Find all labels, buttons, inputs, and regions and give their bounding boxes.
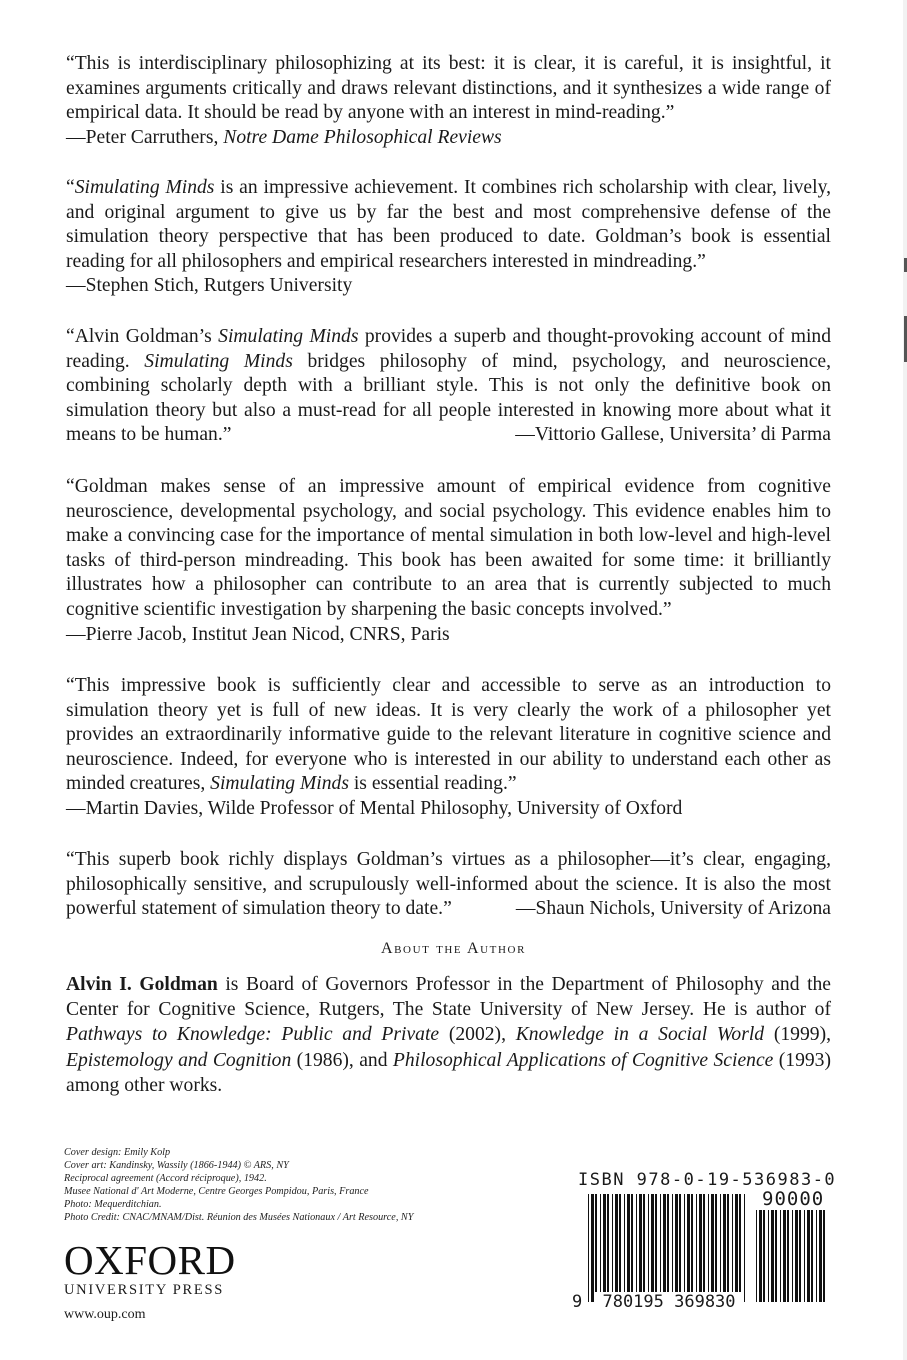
barcode-bar	[687, 1194, 690, 1302]
barcode-bar	[636, 1194, 637, 1302]
barcode-bar	[823, 1210, 825, 1302]
barcode-bar	[675, 1194, 678, 1302]
barcode-bar	[720, 1194, 721, 1302]
publisher-wordmark: OXFORD	[64, 1237, 236, 1283]
credit-line: Photo Credit: CNAC/MNAM/Dist. Réunion des Musées Nationaux / Art Resource, NY	[64, 1212, 414, 1224]
barcode-bar	[811, 1210, 813, 1302]
barcode-bar	[763, 1210, 765, 1302]
barcode-bar	[727, 1194, 729, 1302]
barcode-bar	[624, 1194, 625, 1302]
barcode-bar	[816, 1210, 817, 1302]
barcode-bar	[603, 1194, 606, 1302]
blurb-stich	[66, 176, 831, 299]
blurb-attribution: —Martin Davies, Wilde Professor of Mental Philosophy, University of Oxford	[66, 797, 683, 819]
price-addon: 90000	[762, 1188, 825, 1210]
barcode-bar	[756, 1210, 757, 1302]
barcode-bar	[783, 1210, 786, 1302]
cover-credits	[64, 1146, 534, 1225]
publisher-url: www.oup.com	[64, 1307, 146, 1322]
barcode-bar	[795, 1210, 798, 1302]
barcode-bar	[711, 1194, 714, 1302]
ean-bars	[588, 1194, 746, 1302]
about-text: Alvin I. Goldman is Board of Governors Professor in the Department of Philosophy and the Center for Cognitive Science, Rutgers, The State University of New Jersey. He is author of Pathways to Knowledge: Public and Private (2002), Knowledge in a Social World (1999), Epistemology and Cognition (1986), and Philosophical Applications of Cognitive Science (1993) among other works.	[66, 974, 832, 1096]
barcode-bar	[691, 1194, 693, 1302]
barcode-bar	[739, 1194, 741, 1302]
barcode-bar	[699, 1194, 702, 1302]
barcode-bar	[775, 1210, 777, 1302]
barcode-bar	[639, 1194, 642, 1302]
blurb-attribution: —Pierre Jacob, Institut Jean Nicod, CNRS, Paris	[66, 623, 450, 645]
barcode-bar	[684, 1194, 685, 1302]
barcode-bar	[619, 1194, 621, 1302]
barcode-bar	[643, 1194, 645, 1302]
publisher-press: UNIVERSITY PRESS	[64, 1282, 225, 1298]
credit-line: Reciprocal agreement (Accord réciproque), 1942.	[64, 1173, 267, 1185]
barcode-bar	[787, 1210, 789, 1302]
barcode-bar	[591, 1194, 594, 1302]
barcode-bar	[663, 1194, 666, 1302]
credit-line: Musee National d' Art Moderne, Centre Georges Pompidou, Paris, France	[64, 1186, 369, 1198]
ean-digits: 780195 369830	[594, 1292, 744, 1312]
credit-line: Cover art: Kandinsky, Wassily (1866-1944) © ARS, NY	[64, 1160, 289, 1172]
blurb-text: “Simulating Minds is an impressive achievement. It combines rich scholarship with clear, lively, and original argument to give us by far the best and most comprehensive defense of the simulation theory perspective that has been produced to date. Goldman’s book is essential reading for all philosophers and empirical researchers interested in mindreading.”	[66, 177, 831, 272]
blurb-carruthers	[66, 52, 831, 150]
addon-bars	[756, 1210, 826, 1302]
blurb-text: “Alvin Goldman’s Simulating Minds provides a superb and thought-provoking account of mind reading. Simulating Minds bridges philosophy of mind, psychology, and neuroscience, combining scholarly depth with a brilliant style. This is not only the definitive book on simulation theory but also a must-read for all people interested in knowing more about what it means to be human.” —Vittorio Gallese, Universita’ di Parma	[66, 325, 831, 448]
barcode-bar	[715, 1194, 717, 1302]
blurb-text: “Goldman makes sense of an impressive amount of empirical evidence from cognitive neuroscience, developmental psychology, and social psychology. This evidence enables him to make a convincing case for the importance of mental simulation in both low-level and high-level tasks of third-person mindreading. This book has been awaited for some time: it brilliantly illustrates how a philosopher can contribute to an area that is currently subjected to much cognitive scientific investigation by sharpening the basic concepts involved.”	[66, 476, 831, 620]
barcode-bar	[615, 1194, 618, 1302]
barcode-bar	[780, 1210, 781, 1302]
page-edge	[903, 0, 907, 1360]
blurb-attribution: —Peter Carruthers, Notre Dame Philosophical Reviews	[66, 126, 502, 148]
credit-line: Cover design: Emily Kolp	[64, 1147, 171, 1158]
barcode-bar	[759, 1210, 762, 1302]
barcode-bar	[679, 1194, 681, 1302]
barcode-bar	[696, 1194, 697, 1302]
barcode-bar	[612, 1194, 613, 1302]
barcode-bar	[703, 1194, 705, 1302]
barcode-bar	[735, 1194, 738, 1302]
blurb-text: “This is interdisciplinary philosophizing at its best: it is clear, it is careful, it is insightful, it examines arguments critically and draws relevant distinctions, and it synthesizes a wide range of empirical data. It should be read by anyone with an interest in mind-reading.”	[66, 53, 831, 124]
barcode-bar	[655, 1194, 657, 1302]
barcode-bar	[595, 1194, 597, 1302]
blurb-text: “This impressive book is sufficiently clear and accessible to serve as an introduction to simulation theory yet is full of new ideas. It is very clearly the work of a philosopher yet provides an extraordinarily informative guide to the relevant literature in cognitive science and neuroscience. Indeed, for everyone who is interested in our ability to understand each other as minded creatures, Simulating Minds is essential reading.”	[66, 675, 831, 795]
blurb-attribution: —Vittorio Gallese, Universita’ di Parma	[515, 424, 831, 446]
barcode-bar	[660, 1194, 661, 1302]
blurb-nichols	[66, 848, 831, 922]
barcode-bar	[799, 1210, 801, 1302]
about-heading: About the Author	[380, 940, 527, 957]
barcode-bar	[807, 1210, 810, 1302]
barcode-bar	[588, 1194, 589, 1302]
about-author	[66, 972, 831, 1098]
barcode-bar	[627, 1194, 630, 1302]
blurb-davies	[66, 674, 831, 822]
barcode-bar	[600, 1194, 601, 1302]
blurb-gallese	[66, 325, 831, 448]
barcode-bar	[708, 1194, 709, 1302]
barcode-bar	[771, 1210, 774, 1302]
barcode-bar	[667, 1194, 669, 1302]
credit-line: Photo: Mequerditchian.	[64, 1199, 162, 1211]
barcode-bar	[723, 1194, 726, 1302]
barcode-bar	[804, 1210, 805, 1302]
barcode-bar	[672, 1194, 673, 1302]
barcode-bar	[768, 1210, 769, 1302]
blurb-text: “This superb book richly displays Goldman’s virtues as a philosopher—it’s clear, engaging, philosophically sensitive, and scrupulously well-informed about the science. It is also the most powerful statement of simulation theory to date.” —Shaun Nichols, University of Arizona	[66, 848, 831, 922]
barcode-bar	[631, 1194, 633, 1302]
oxford-logo	[64, 1238, 236, 1299]
author-name: Alvin I. Goldman	[66, 974, 218, 995]
blurb-attribution: —Stephen Stich, Rutgers University	[66, 275, 353, 297]
barcode-bar	[732, 1194, 733, 1302]
blurb-attribution: —Shaun Nichols, University of Arizona	[515, 898, 831, 920]
barcode-bar	[648, 1194, 649, 1302]
barcode-bar	[744, 1194, 745, 1302]
ean-first-digit: 9	[572, 1292, 583, 1312]
barcode-bar	[819, 1210, 822, 1302]
isbn-number: ISBN 978-0-19-536983-0	[578, 1170, 837, 1190]
barcode-bar	[651, 1194, 654, 1302]
blurb-jacob	[66, 475, 831, 647]
barcode-bar	[607, 1194, 609, 1302]
barcode-bar	[792, 1210, 793, 1302]
